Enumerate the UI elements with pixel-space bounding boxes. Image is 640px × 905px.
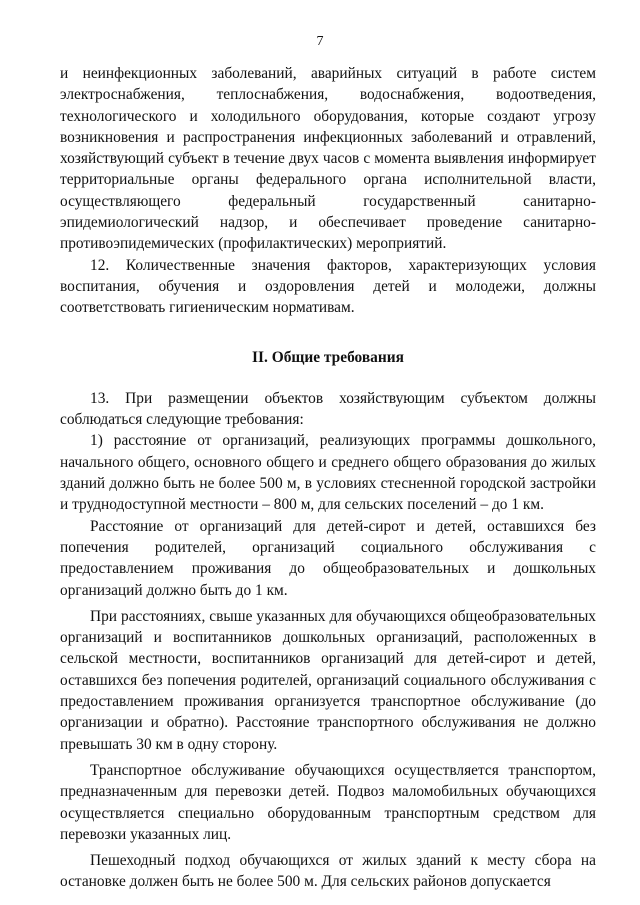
paragraph-transport-service: При расстояниях, свыше указанных для обучающихся общеобразовательных организаций и воспитанников дошкольных организаций, расположенных в сельской местности, воспитанников организаций для детей-сирот и детей, оставшихся без попечения родителей, организаций социального обслуживания с предоставлением проживания организуется транспортное обслуживание (до организации и обратно). Расстояние транспортного обслуживания не должно превышать 30 км в одну сторону. [60,607,596,753]
paragraph-orphanages-distance: Расстояние от организаций для детей-сирот и детей, оставшихся без попечения родителей, организаций социального обслуживания с предоставлением проживания до общеобразовательных и дошкольных организаций должно быть до 1 км. [60,517,596,599]
section-heading: II. Общие требования [252,348,404,366]
paragraph-pedestrian-access: Пешеходный подход обучающихся от жилых зданий к месту сбора на остановке должен быть не более 500 м. Для сельских районов допускается [60,852,596,891]
paragraph-transport-vehicles: Транспортное обслуживание обучающихся осуществляется транспортом, предназначенным для перевозки детей. Подвоз маломобильных обучающихся осуществляется специально оборудованным транспортным средством для перевозки указанных лиц. [60,761,596,843]
paragraph-12: 12. Количественные значения факторов, характеризующих условия воспитания, обучения и оздоровления детей и молодежи, должны соответствовать гигиеническим нормативам. [60,256,596,317]
document-body [60,63,596,893]
paragraph-13-item-1: 1) расстояние от организаций, реализующих программы дошкольного, начального общего, основного общего и среднего общего образования до жилых зданий должно быть не более 500 м, в условиях стесненной городской застройки и труднодоступной местности – 800 м, для сельских поселений – до 1 км. [60,432,596,514]
paragraph-continuation: и неинфекционных заболеваний, аварийных ситуаций в работе систем электроснабжения, теплоснабжения, водоснабжения, водоотведения, технологического и холодильного оборудования, которые создают угрозу возникновения и распространения инфекционных заболеваний и отравлений, хозяйствующий субъект в течение двух часов с момента выявления информирует территориальные органы федерального органа исполнительной власти, осуществляющего федеральный государственный санитарно-эпидемиологический надзор, и обеспечивает проведение санитарно-противоэпидемических (профилактических) мероприятий. [60,65,596,253]
page-number: 7 [316,34,324,49]
paragraph-13: 13. При размещении объектов хозяйствующим субъектом должны соблюдаться следующие требования: [60,389,596,429]
